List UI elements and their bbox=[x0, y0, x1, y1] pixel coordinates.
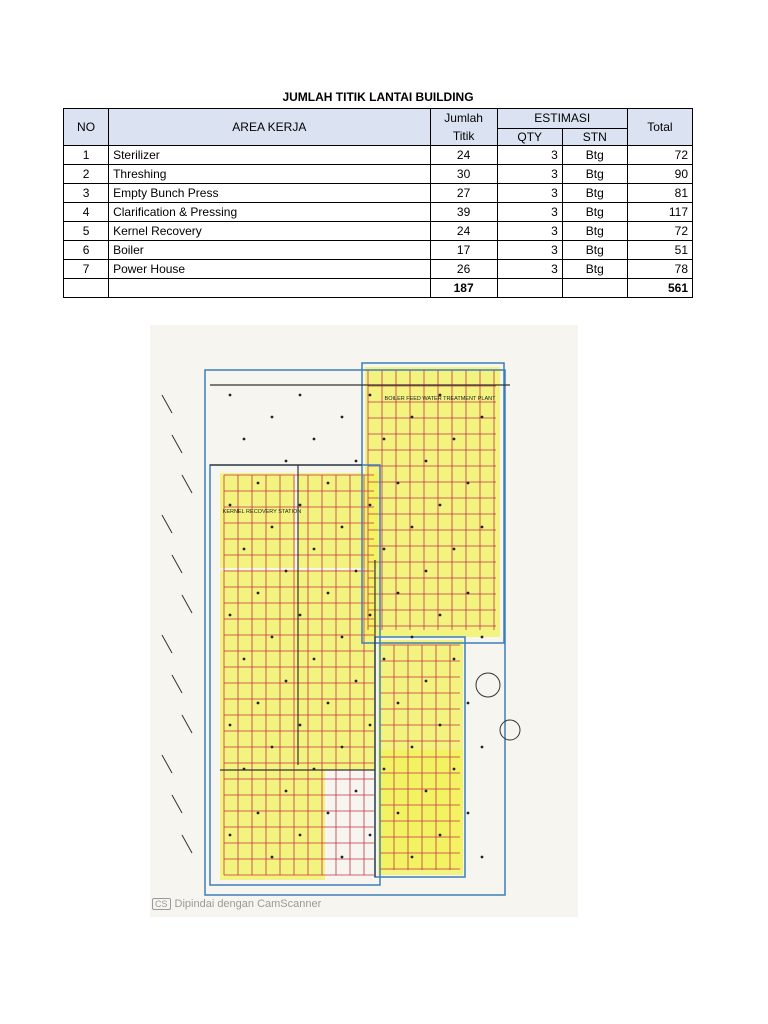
highlight-zone bbox=[220, 770, 325, 880]
header-estimasi: ESTIMASI bbox=[497, 109, 627, 129]
column-dot bbox=[453, 658, 456, 661]
handwriting-stroke bbox=[162, 635, 172, 653]
column-dot bbox=[481, 746, 484, 749]
cell-no: 5 bbox=[64, 222, 109, 241]
cell-qty: 3 bbox=[497, 260, 562, 279]
column-dot bbox=[481, 416, 484, 419]
column-dot bbox=[411, 746, 414, 749]
column-dot bbox=[271, 416, 274, 419]
cell-total: 117 bbox=[627, 203, 692, 222]
cell-jumlah: 30 bbox=[430, 165, 497, 184]
cell-stn: Btg bbox=[562, 203, 627, 222]
column-dot bbox=[397, 592, 400, 595]
column-dot bbox=[299, 724, 302, 727]
handwriting-stroke bbox=[162, 515, 172, 533]
column-dot bbox=[383, 438, 386, 441]
header-jumlah-line2: Titik bbox=[452, 129, 475, 143]
header-area: AREA KERJA bbox=[109, 109, 431, 146]
total-jumlah: 187 bbox=[430, 279, 497, 298]
column-dot bbox=[313, 548, 316, 551]
column-dot bbox=[243, 658, 246, 661]
column-dot bbox=[355, 790, 358, 793]
summary-table bbox=[63, 108, 693, 298]
column-dot bbox=[229, 504, 232, 507]
column-dot bbox=[299, 394, 302, 397]
table-row bbox=[64, 203, 693, 222]
header-stn: STN bbox=[562, 128, 627, 145]
column-dot bbox=[327, 482, 330, 485]
column-dot bbox=[481, 636, 484, 639]
column-dot bbox=[425, 460, 428, 463]
handwriting-stroke bbox=[182, 835, 192, 853]
column-dot bbox=[439, 504, 442, 507]
cell-stn: Btg bbox=[562, 260, 627, 279]
column-dot bbox=[229, 394, 232, 397]
cell-total: 81 bbox=[627, 184, 692, 203]
column-dot bbox=[257, 812, 260, 815]
cell-qty: 3 bbox=[497, 222, 562, 241]
handwriting-stroke bbox=[172, 675, 182, 693]
column-dot bbox=[467, 482, 470, 485]
cell-jumlah: 24 bbox=[430, 222, 497, 241]
cell-qty: 3 bbox=[497, 203, 562, 222]
column-dot bbox=[439, 834, 442, 837]
scanned-floor-plan bbox=[150, 325, 578, 917]
cell-total: 51 bbox=[627, 241, 692, 260]
cell-no: 3 bbox=[64, 184, 109, 203]
column-dot bbox=[327, 812, 330, 815]
watermark-text: Dipindai dengan CamScanner bbox=[174, 898, 322, 910]
handwriting-stroke bbox=[162, 395, 172, 413]
column-dot bbox=[481, 856, 484, 859]
column-dot bbox=[397, 812, 400, 815]
table-row bbox=[64, 260, 693, 279]
column-dot bbox=[229, 724, 232, 727]
cell-jumlah: 39 bbox=[430, 203, 497, 222]
table-row bbox=[64, 165, 693, 184]
handwriting-stroke bbox=[162, 755, 172, 773]
cell-qty: 3 bbox=[497, 165, 562, 184]
column-dot bbox=[271, 856, 274, 859]
cell-area: Boiler bbox=[109, 241, 431, 260]
column-dot bbox=[369, 834, 372, 837]
column-dot bbox=[397, 482, 400, 485]
cell-no: 1 bbox=[64, 146, 109, 165]
plan-label: KERNEL RECOVERY STATION bbox=[222, 509, 302, 515]
column-dot bbox=[285, 790, 288, 793]
column-dot bbox=[411, 416, 414, 419]
column-dot bbox=[313, 438, 316, 441]
cell-area: Threshing bbox=[109, 165, 431, 184]
total-total: 561 bbox=[627, 279, 692, 298]
cell-qty: 3 bbox=[497, 146, 562, 165]
cell-no: 6 bbox=[64, 241, 109, 260]
empty-cell bbox=[497, 279, 562, 298]
column-dot bbox=[453, 768, 456, 771]
column-dot bbox=[481, 526, 484, 529]
handwriting-stroke bbox=[182, 595, 192, 613]
empty-cell bbox=[109, 279, 431, 298]
handwriting-stroke bbox=[172, 555, 182, 573]
cell-total: 78 bbox=[627, 260, 692, 279]
cell-total: 72 bbox=[627, 146, 692, 165]
column-dot bbox=[341, 416, 344, 419]
column-dot bbox=[425, 680, 428, 683]
column-dot bbox=[299, 614, 302, 617]
cell-jumlah: 17 bbox=[430, 241, 497, 260]
column-dot bbox=[439, 614, 442, 617]
column-dot bbox=[467, 702, 470, 705]
cell-area: Power House bbox=[109, 260, 431, 279]
column-dot bbox=[257, 702, 260, 705]
table-row bbox=[64, 241, 693, 260]
column-dot bbox=[369, 614, 372, 617]
column-dot bbox=[411, 636, 414, 639]
header-no: NO bbox=[64, 109, 109, 146]
cell-no: 4 bbox=[64, 203, 109, 222]
column-dot bbox=[425, 570, 428, 573]
totals-row bbox=[64, 279, 693, 298]
column-dot bbox=[397, 702, 400, 705]
column-dot bbox=[341, 746, 344, 749]
handwriting-stroke bbox=[172, 435, 182, 453]
empty-cell bbox=[562, 279, 627, 298]
column-dot bbox=[453, 438, 456, 441]
cell-jumlah: 24 bbox=[430, 146, 497, 165]
column-dot bbox=[271, 636, 274, 639]
column-dot bbox=[313, 768, 316, 771]
column-dot bbox=[271, 526, 274, 529]
header-jumlah bbox=[430, 109, 497, 146]
column-dot bbox=[369, 504, 372, 507]
scanner-watermark bbox=[152, 898, 321, 910]
column-dot bbox=[425, 790, 428, 793]
cell-total: 90 bbox=[627, 165, 692, 184]
cell-stn: Btg bbox=[562, 165, 627, 184]
column-dot bbox=[341, 526, 344, 529]
cell-stn: Btg bbox=[562, 146, 627, 165]
handwriting-stroke bbox=[172, 795, 182, 813]
column-dot bbox=[299, 834, 302, 837]
cell-area: Empty Bunch Press bbox=[109, 184, 431, 203]
annotation-circle bbox=[500, 720, 520, 740]
table-row bbox=[64, 146, 693, 165]
column-dot bbox=[383, 768, 386, 771]
column-dot bbox=[369, 394, 372, 397]
header-total: Total bbox=[627, 109, 692, 146]
annotation-circle bbox=[476, 673, 500, 697]
column-dot bbox=[285, 570, 288, 573]
cell-stn: Btg bbox=[562, 241, 627, 260]
cell-area: Sterilizer bbox=[109, 146, 431, 165]
column-dot bbox=[355, 460, 358, 463]
column-dot bbox=[467, 592, 470, 595]
plan-label: BOILER FEED WATER TREATMENT PLANT bbox=[384, 396, 496, 402]
column-dot bbox=[355, 680, 358, 683]
cell-area: Kernel Recovery bbox=[109, 222, 431, 241]
column-dot bbox=[229, 614, 232, 617]
header-qty: QTY bbox=[497, 128, 562, 145]
cell-qty: 3 bbox=[497, 241, 562, 260]
column-dot bbox=[341, 636, 344, 639]
column-dot bbox=[411, 856, 414, 859]
column-dot bbox=[243, 768, 246, 771]
empty-cell bbox=[64, 279, 109, 298]
column-dot bbox=[271, 746, 274, 749]
camscanner-logo-icon: CS bbox=[152, 898, 171, 910]
handwriting-stroke bbox=[182, 715, 192, 733]
column-dot bbox=[243, 548, 246, 551]
column-dot bbox=[285, 460, 288, 463]
column-dot bbox=[383, 658, 386, 661]
column-dot bbox=[327, 592, 330, 595]
cell-no: 7 bbox=[64, 260, 109, 279]
cell-qty: 3 bbox=[497, 184, 562, 203]
cell-total: 72 bbox=[627, 222, 692, 241]
column-dot bbox=[257, 592, 260, 595]
cell-stn: Btg bbox=[562, 184, 627, 203]
table-title: JUMLAH TITIK LANTAI BUILDING bbox=[282, 90, 474, 104]
cell-area: Clarification & Pressing bbox=[109, 203, 431, 222]
table-row bbox=[64, 222, 693, 241]
column-dot bbox=[243, 438, 246, 441]
column-dot bbox=[285, 680, 288, 683]
handwriting-stroke bbox=[182, 475, 192, 493]
highlight-zone bbox=[220, 473, 295, 568]
column-dot bbox=[327, 702, 330, 705]
column-dot bbox=[313, 658, 316, 661]
cell-no: 2 bbox=[64, 165, 109, 184]
cell-jumlah: 27 bbox=[430, 184, 497, 203]
column-dot bbox=[341, 856, 344, 859]
header-jumlah-line1: Jumlah bbox=[444, 111, 483, 125]
column-dot bbox=[383, 548, 386, 551]
column-dot bbox=[355, 570, 358, 573]
cell-stn: Btg bbox=[562, 222, 627, 241]
column-dot bbox=[439, 724, 442, 727]
column-dot bbox=[229, 834, 232, 837]
column-dot bbox=[257, 482, 260, 485]
table-row bbox=[64, 184, 693, 203]
column-dot bbox=[411, 526, 414, 529]
column-dot bbox=[467, 812, 470, 815]
column-dot bbox=[453, 548, 456, 551]
column-dot bbox=[369, 724, 372, 727]
column-dot bbox=[299, 504, 302, 507]
cell-jumlah: 26 bbox=[430, 260, 497, 279]
